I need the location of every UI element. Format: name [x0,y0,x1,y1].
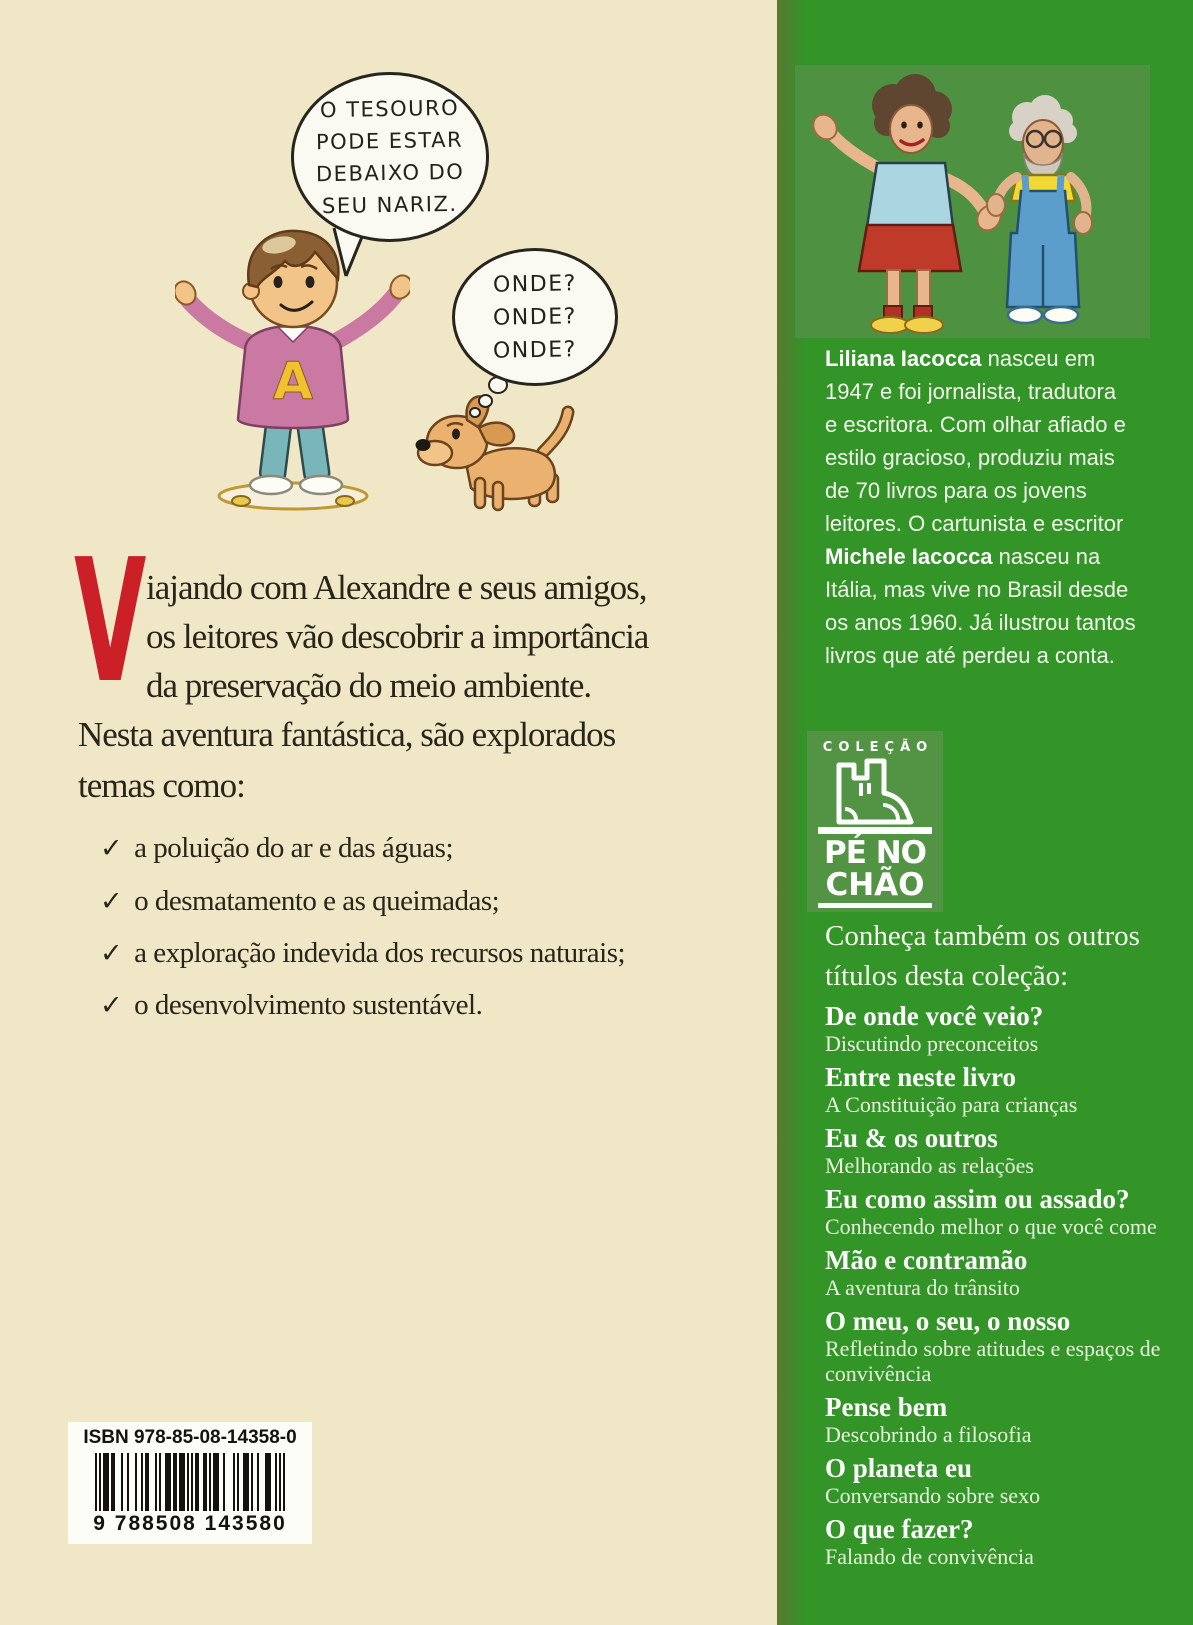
catalog-entry [825,1185,1190,1239]
catalog-entry [825,1307,1190,1386]
blurb-line: os leitores vão descobrir a importância [146,617,649,656]
thought-bubble [452,248,618,386]
logo-underline [818,903,932,908]
speech-line: PODE ESTAR [316,127,464,155]
check-icon: ✓ [100,990,123,1021]
catalog-title: Eu & os outros [825,1123,998,1153]
catalog-title: Mão e contramão [825,1245,1028,1275]
catalog-subtitle: Conhecendo melhor o que você come [825,1214,1157,1239]
theme-text: o desmatamento e as queimadas; [134,885,500,917]
speech-line: DEBAIXO DO [315,159,465,187]
catalog-title: Pense bem [825,1392,948,1422]
bio-line: livros que até perdeu a conta. [825,643,1115,668]
author-bio [825,342,1177,672]
isbn-label: ISBN 978-85-08-14358-0 [83,1427,297,1448]
barcode-digits: 9 788508 143580 [93,1512,287,1535]
bio-line: Liliana Iacocca nasceu em [825,346,1096,371]
catalog-entry [825,1246,1190,1300]
theme-text: o desenvolvimento sustentável. [134,989,483,1021]
bio-line: os anos 1960. Já ilustrou tantos [825,610,1136,635]
speech-bubble [291,72,489,242]
barcode-bars [95,1453,285,1511]
catalog-subtitle: A Constituição para crianças [825,1092,1078,1117]
theme-text: a exploração indevida dos recursos naturais; [134,937,626,969]
catalog-entry [825,1515,1190,1569]
authors-photo-panel [795,65,1150,338]
bio-line: e escritora. Com olhar afiado e [825,412,1126,437]
catalog-title: O meu, o seu, o nosso [825,1306,1071,1336]
catalog-entry [825,1124,1190,1178]
logo-word-1: PÉ NO [824,835,926,871]
catalog-title: Eu como assim ou assado? [825,1184,1130,1214]
dog-illustration [415,390,575,518]
bio-line: Michele Iacocca nasceu na [825,544,1101,569]
bio-line: leitores. O cartunista e escritor [825,511,1124,536]
theme-item [100,937,625,970]
catalog-subtitle: A aventura do trânsito [825,1275,1020,1300]
bio-line: estilo gracioso, produziu mais [825,445,1115,470]
catalog-subtitle: Descobrindo a filosofia [825,1422,1032,1447]
logo-word-2: CHÃO [825,867,925,903]
catalog-subtitle: Conversando sobre sexo [825,1483,1041,1508]
thought-line: ONDE? [492,336,578,364]
check-icon: ✓ [100,833,123,864]
speech-line: O TESOURO [320,95,460,123]
authors-illustration [795,65,1150,338]
boy-illustration [175,225,410,515]
speech-line: SEU NARIZ. [322,191,458,219]
catalog-subtitle: Falando de convivência [825,1544,1034,1569]
blurb-line: da preservação do meio ambiente. [146,666,592,705]
bio-line: 1947 e foi jornalista, tradutora [825,379,1117,404]
theme-item [100,832,453,865]
theme-text: a poluição do ar e das águas; [134,832,453,864]
catalog-entry [825,1002,1190,1056]
logo-bar [818,827,932,834]
collection-logo [807,731,943,912]
thought-dot [478,394,493,408]
blurb-line: Nesta aventura fantástica, são explorados [78,715,616,754]
catalog-subtitle: Discutindo preconceitos [825,1031,1039,1056]
blurb-line: temas como: [78,766,245,805]
thought-dot [469,407,481,418]
barcode [68,1422,312,1544]
catalog-title: Entre neste livro [825,1062,1016,1092]
blurb-line: iajando com Alexandre e seus amigos, [146,568,647,607]
thought-line: ONDE? [492,303,578,331]
catalog-heading: Conheça também os outros títulos desta coleção: [825,920,1140,992]
catalog-title: O que fazer? [825,1514,974,1544]
theme-item [100,885,499,918]
sweater-letter: A [272,352,314,412]
collection-kicker: COLEÇÃO [822,740,934,755]
catalog-title: De onde você veio? [825,1001,1044,1031]
boot-icon [831,757,919,827]
dropcap-v: V [74,523,147,721]
thought-line: ONDE? [492,270,578,298]
check-icon: ✓ [100,886,123,917]
sidebar [777,0,1193,1625]
catalog-subtitle: Melhorando as relações [825,1153,1034,1178]
catalog-subtitle: Refletindo sobre atitudes e espaços de convivência [825,1336,1161,1386]
theme-item [100,989,482,1022]
bio-line: de 70 livros para os jovens [825,478,1087,503]
bio-line: Itália, mas vive no Brasil desde [825,577,1129,602]
catalog-list [825,1002,1190,1576]
catalog-title: O planeta eu [825,1453,973,1483]
catalog-entry [825,1393,1190,1447]
check-icon: ✓ [100,938,123,969]
catalog-entry [825,1063,1190,1117]
catalog-entry [825,1454,1190,1508]
